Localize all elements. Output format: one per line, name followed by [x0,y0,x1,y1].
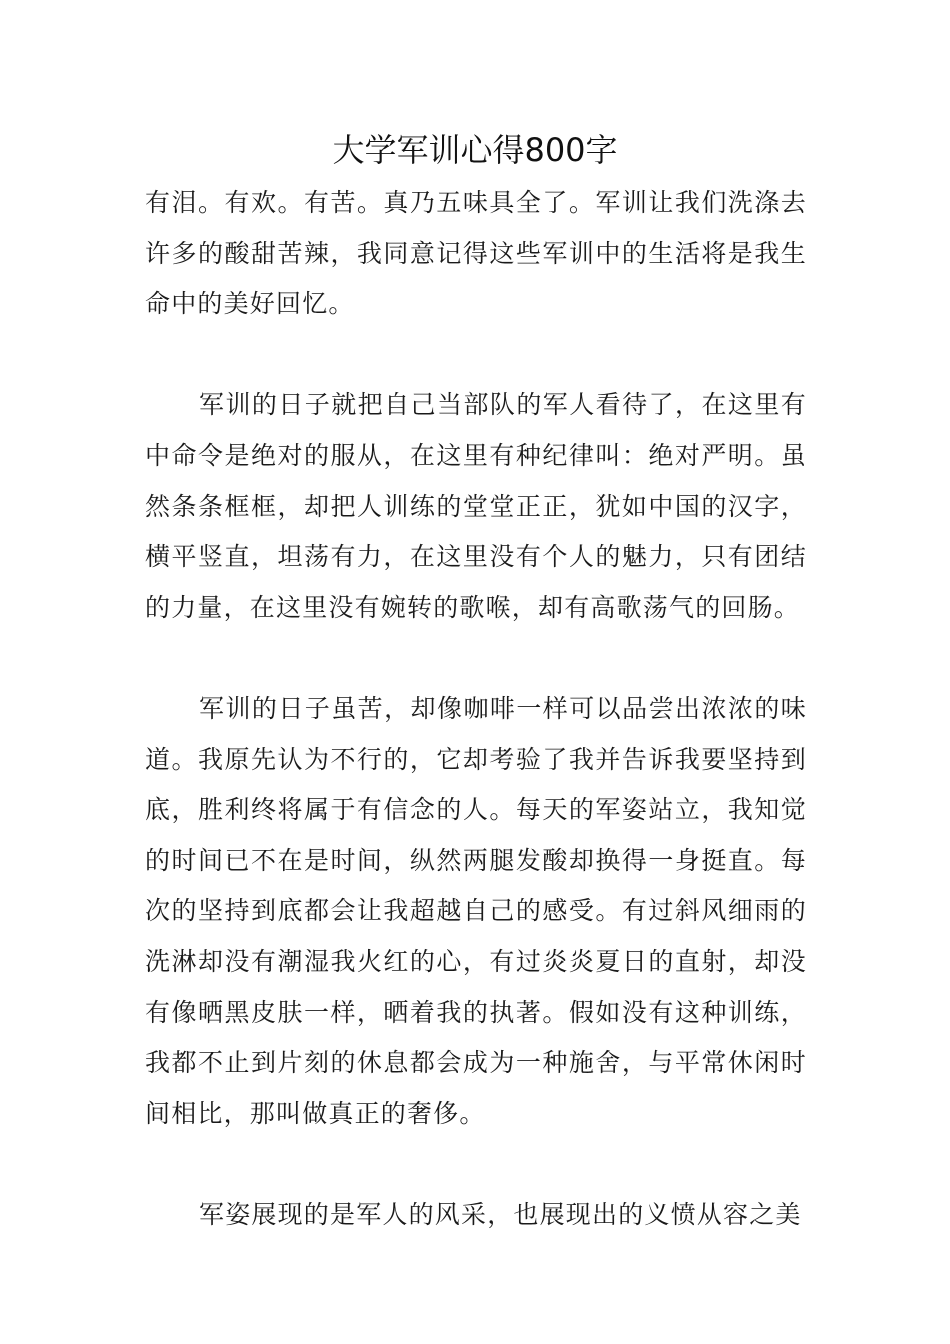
paragraph-1: 有泪。有欢。有苦。真乃五味具全了。军训让我们洗涤去许多的酸甜苦辣，我同意记得这些军训中的生活将是我生命中的美好回忆。 [145,188,807,319]
paragraph-3: 军训的日子虽苦，却像咖啡一样可以品尝出浓浓的味道。我原先认为不行的，它却考验了我并告诉我要坚持到底，胜利终将属于有信念的人。每天的军姿站立，我知觉的时间已不在是时间，纵然两腿发酸却换得一身挺直。每次的坚持到底都会让我超越自己的感受。有过斜风细雨的洗淋却没有潮湿我火红的心，有过炎炎夏日的直射，却没有像晒黑皮肤一样，晒着我的执著。假如没有这种训练，我都不止到片刻的休息都会成为一种施舍，与平常休闲时间相比，那叫做真正的奢侈。 [145,693,807,1128]
document-body [145,178,807,1291]
paragraph-4: 军姿展现的是军人的风采，也展现出的义愤从容之美 [199,1199,802,1229]
document-title: 大学军训心得800字 [332,131,618,169]
paragraph-2: 军训的日子就把自己当部队的军人看待了，在这里有中命令是绝对的服从，在这里有种纪律叫：绝对严明。虽然条条框框，却把人训练的堂堂正正，犹如中国的汉字，横平竖直，坦荡有力，在这里没有个人的魅力，只有团结的力量，在这里没有婉转的歌喉，却有高歌荡气的回肠。 [145,390,807,622]
